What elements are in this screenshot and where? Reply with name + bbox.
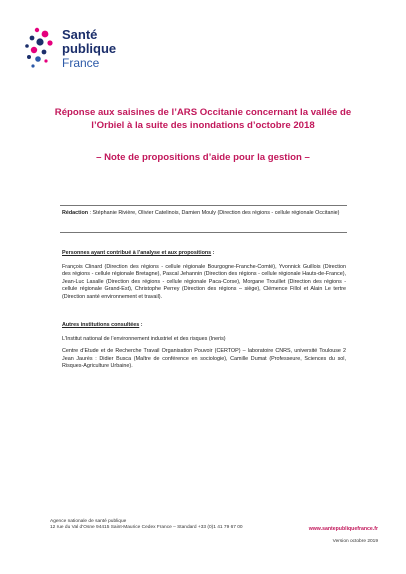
footer-address: 12 rue du Val d’Osne 94415 Saint-Maurice Cedex France – Standard +33 (0)1 41 79 67 00 [50,525,243,531]
section-divider [60,232,347,233]
section-divider [60,205,347,206]
logo-line-2: publique [62,41,117,56]
contributors-heading: Personnes ayant contribué à l’analyse et aux propositions [62,250,212,256]
document-title: Réponse aux saisines de l’ARS Occitanie concernant la vallée de l’Orbiel à la suite des inondations d’octobre 2018 [54,107,352,131]
logo-line-1: Santé [62,27,98,42]
redaction-block [62,210,346,218]
institutions-p2: Centre d’Etude et de Recherche Travail Organisation Pouvoir (CERTOP) – laboratoire CNRS, université Toulouse 2 Jean Jaurès : Didier Busca (Maître de conférence en sociologie), Camille Dumat (Professeure, Sciences du sol, Risques-Agriculture Urbaine). [62,348,346,370]
redaction-label: Rédaction [62,210,89,216]
footer-website-link[interactable]: www.santepubliquefrance.fr [308,526,378,532]
footer-version: Version octobre 2019 [332,539,378,544]
logo-dots-icon [24,26,58,70]
logo-line-3: France [62,56,100,70]
contributors-block: Personnes ayant contribué à l’analyse et aux propositions : François Clinard (Direction des régions - cellule régionale Bourgogne-Franche-Comté), Yvonnick Guillois (Direction des régions - cellule régionale Bretagne), Pascal Jehannin (Direction des régions - cellule régionale Hauts-de-France), Jean-Luc Lasalle (Direction des régions - cellule régionale Paca-Corse), Morgane Trouillet (Direction des régions - cellule régionale Grand-Est), Christophe Perrey (Direction des régions – siège), Clémence Fillol et Alain Le tertre (Direction santé environnement et travail). [62,250,346,300]
logo-wordmark [62,28,116,70]
institutions-heading: Autres institutions consultées [62,322,140,328]
footer-address-block [50,519,243,532]
institutions-block: Autres institutions consultées : L’Institut national de l’environnement industriel et des risques (Ineris) Centre d’Etude et de Recherche Travail Organisation Pouvoir (CERTOP) – laboratoire CNRS, université Toulouse 2 Jean Jaurès : Didier Busca (Maître de conférence en sociologie), Camille Dumat (Professeure, Sciences du sol, Risques-Agriculture Urbaine). [62,322,346,370]
redaction-text: : Stéphanie Rivière, Olivier Catelinois, Damien Mouly (Direction des régions - cellule régionale Occitanie) [88,210,340,216]
contributors-text: François Clinard (Direction des régions - cellule régionale Bourgogne-Franche-Comté), Yvonnick Guillois (Direction des régions - cellule régionale Bretagne), Pascal Jehannin (Direction des régions - cellule régionale Hauts-de-France), Jean-Luc Lasalle (Direction des régions - cellule régionale Paca-Corse), Morgane Trouillet (Direction des régions - cellule régionale Grand-Est), Christophe Perrey (Direction des régions – siège), Clémence Fillol et Alain Le tertre (Direction santé environnement et travail). [62,263,346,300]
footer-agency: Agence nationale de santé publique [50,519,127,524]
document-subtitle: – Note de propositions d’aide pour la gestion – [96,152,310,163]
santé-publique-france-logo [24,26,124,78]
institutions-p1: L’Institut national de l’environnement industriel et des risques (Ineris) [62,335,226,342]
